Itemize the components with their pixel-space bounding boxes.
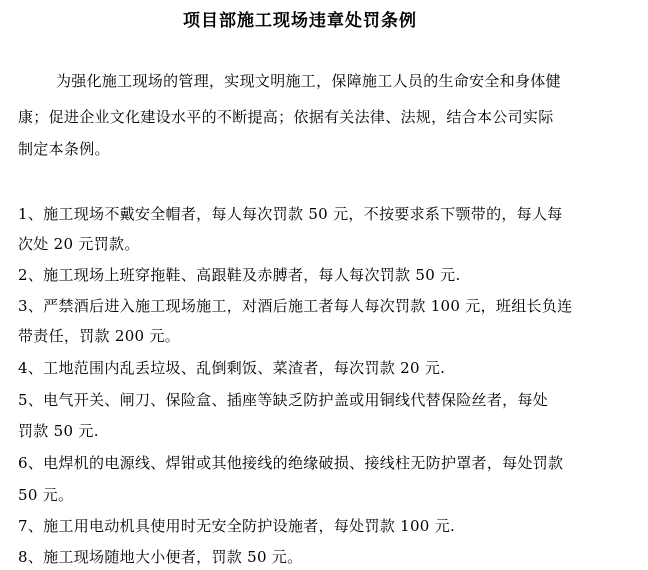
rule-line-3: 2、施工现场上班穿拖鞋、高跟鞋及赤膊者，每人每次罚款 50 元. (18, 266, 461, 284)
rule-line-6: 4、工地范围内乱丢垃圾、乱倒剩饭、菜渣者，每次罚款 20 元. (18, 359, 446, 377)
rule-line-4: 3、严禁酒后进入施工现场施工，对酒后施工者每人每次罚款 100 元，班组长负连 (18, 297, 573, 315)
rule-line-9: 6、电焊机的电源线、焊钳或其他接线的绝缘破损、接线柱无防护罩者，每处罚款 (18, 454, 564, 472)
rule-line-11: 7、施工用电动机具使用时无安全防护设施者，每处罚款 100 元. (18, 517, 456, 535)
intro-line-1: 为强化施工现场的管理，实现文明施工，保障施工人员的生命安全和身体健 (56, 72, 561, 90)
intro-line-3: 制定本条例。 (18, 140, 110, 158)
rule-line-8: 罚款 50 元. (18, 422, 99, 440)
rule-line-1: 1、施工现场不戴安全帽者，每人每次罚款 50 元，不按要求系下颚带的，每人每 (18, 205, 563, 223)
rule-line-10: 50 元。 (18, 486, 74, 504)
rule-line-2: 次处 20 元罚款。 (18, 235, 140, 253)
rule-line-7: 5、电气开关、闸刀、保险盒、插座等缺乏防护盖或用铜线代替保险丝者，每处 (18, 391, 549, 409)
intro-line-2: 康；促进企业文化建设水平的不断提高；依据有关法律、法规，结合本公司实际 (18, 108, 554, 126)
document-title: 项目部施工现场违章处罚条例 (183, 11, 417, 31)
rule-line-5: 带责任，罚款 200 元。 (18, 327, 181, 345)
rule-line-12: 8、施工现场随地大小便者，罚款 50 元。 (18, 548, 303, 566)
